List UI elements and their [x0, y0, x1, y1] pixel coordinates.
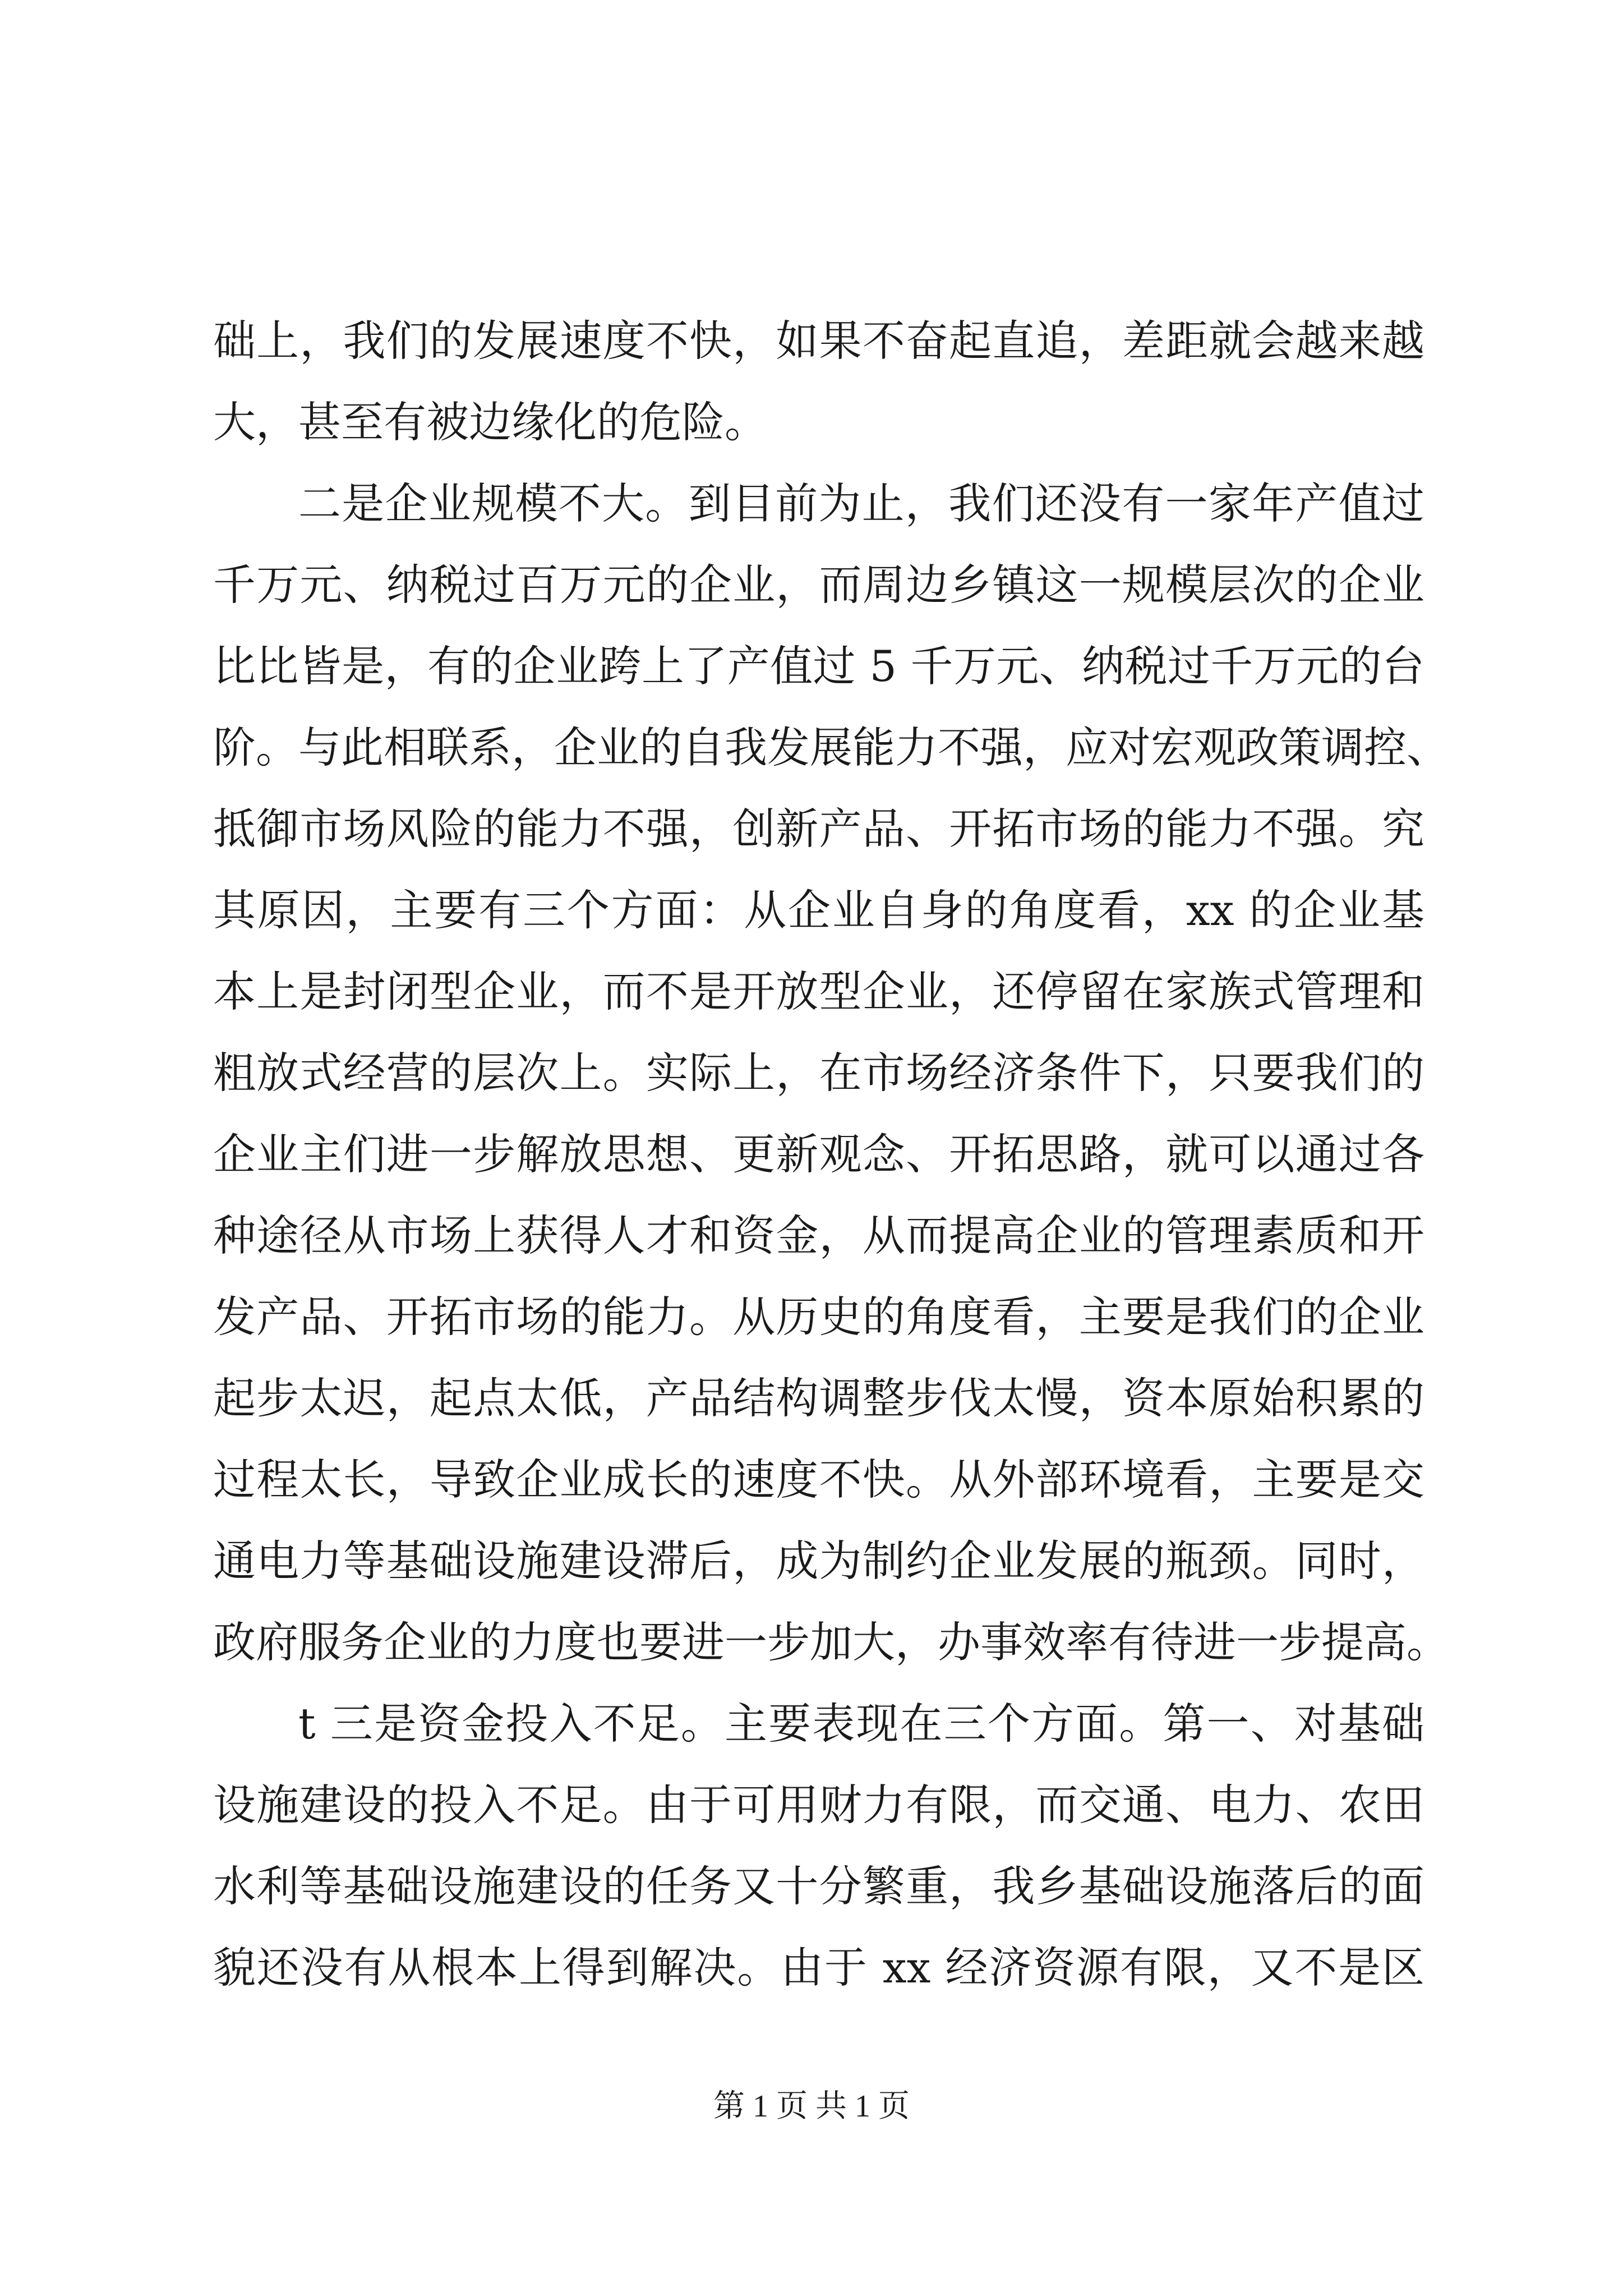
text-line: 础上，我们的发展速度不快，如果不奋起直追，差距就会越来越	[213, 316, 1424, 366]
paragraph-start-line: 二是企业规模不大。到目前为止，我们还没有一家年产值过	[298, 478, 1424, 528]
text-line: 过程太长，导致企业成长的速度不快。从外部环境看，主要是交	[213, 1455, 1424, 1504]
paragraph-start-line: t 三是资金投入不足。主要表现在三个方面。第一、对基础	[298, 1699, 1424, 1749]
document-body	[213, 300, 1449, 2008]
text-line: 其原因，主要有三个方面：从企业自身的角度看，xx 的企业基	[213, 885, 1424, 935]
text-line: 设施建设的投入不足。由于可用财力有限，而交通、电力、农田	[213, 1780, 1424, 1830]
text-line: 种途径从市场上获得人才和资金，从而提高企业的管理素质和开	[213, 1211, 1424, 1260]
text-line: 粗放式经营的层次上。实际上，在市场经济条件下，只要我们的	[213, 1048, 1424, 1098]
text-line: 抵御市场风险的能力不强，创新产品、开拓市场的能力不强。究	[213, 804, 1424, 854]
text-line: 千万元、纳税过百万元的企业，而周边乡镇这一规模层次的企业	[213, 560, 1424, 610]
text-line: 起步太迟，起点太低，产品结构调整步伐太慢，资本原始积累的	[213, 1373, 1424, 1423]
text-line: 发产品、开拓市场的能力。从历史的角度看，主要是我们的企业	[213, 1292, 1424, 1342]
text-line: 大，甚至有被边缘化的危险。	[213, 397, 767, 447]
text-line: 水利等基础设施建设的任务又十分繁重，我乡基础设施落后的面	[213, 1861, 1424, 1911]
text-line: 阶。与此相联系，企业的自我发展能力不强，应对宏观政策调控、	[213, 723, 1449, 772]
page-footer: 第 1 页 共 1 页	[713, 2089, 910, 2124]
text-line: 本上是封闭型企业，而不是开放型企业，还停留在家族式管理和	[213, 967, 1424, 1016]
text-line: 通电力等基础设施建设滞后，成为制约企业发展的瓶颈。同时，	[213, 1536, 1424, 1586]
text-line: 比比皆是，有的企业跨上了产值过 5 千万元、纳税过千万元的台	[213, 641, 1424, 691]
text-line: 企业主们进一步解放思想、更新观念、开拓思路，就可以通过各	[213, 1129, 1424, 1179]
text-line: 政府服务企业的力度也要进一步加大，办事效率有待进一步提高。	[213, 1617, 1449, 1667]
text-line: 貌还没有从根本上得到解决。由于 xx 经济资源有限，又不是区	[213, 1943, 1424, 1993]
